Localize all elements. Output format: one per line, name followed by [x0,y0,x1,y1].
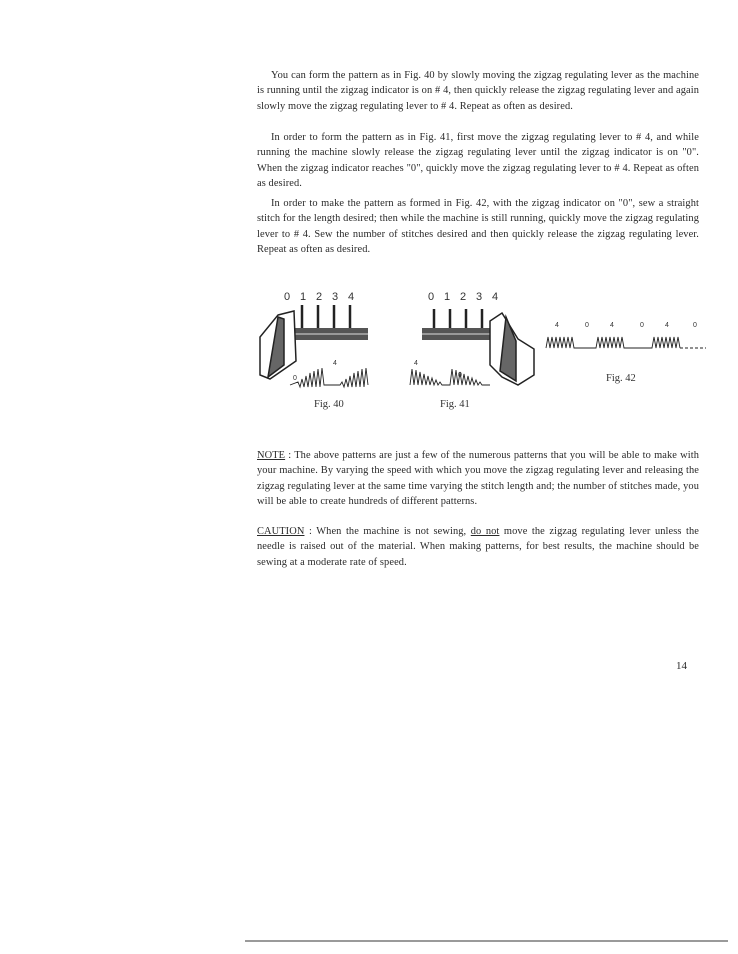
footer-rule [245,940,728,942]
fig41-mark-4: 4 [414,360,418,367]
fig41-indicator-ticks [434,309,482,330]
figure-40 [260,291,368,410]
fig41-dial-1: 1 [444,291,451,303]
note-paragraph [257,448,699,510]
fig40-stitch-pattern [290,368,368,387]
fig42-mark-0b: 0 [640,322,644,329]
caution-text-before: : When the machine is not sewing, [308,526,467,537]
caution-emphasis: do not [470,526,500,537]
fig42-stitch-pattern [546,337,680,348]
fig40-dial-1: 1 [300,291,307,303]
fig41-presser-foot [490,313,534,385]
fig41-mark-0: 0 [458,372,462,379]
paragraph-fig40: You can form the pattern as in Fig. 40 by slowly moving the zigzag regulating lever as the machine is running until the zigzag indicator is on # 4, then quickly release the zigzag regulating lever and again slowly move the zigzag regulating lever to # 4. Repeat as often as desired. [257,70,699,112]
figure-41 [410,291,534,410]
fig42-mark-4c: 4 [665,322,669,329]
fig40-mark-4: 4 [333,360,337,367]
fig41-stitch-pattern [410,369,490,385]
fig41-dial-3: 3 [476,291,483,303]
fig41-dial-2: 2 [460,291,467,303]
fig40-dial-2: 2 [316,291,323,303]
caution-paragraph [257,524,699,570]
paragraph-fig42: In order to make the pattern as formed in Fig. 42, with the zigzag indicator on "0", sew a straight stitch for the length desired; then while the machine is still running, quickly move the zigzag regulating lever to # 4. Sew the number of stitches desired and then quickly release the zigzag regulating lever. Repeat as often as desired. [257,198,699,256]
fig42-mark-4a: 4 [555,322,559,329]
fig41-caption: Fig. 41 [440,399,470,410]
fig40-dial-4: 4 [348,291,355,303]
fig42-caption: Fig. 42 [606,373,636,384]
fig40-indicator-ticks [302,305,350,330]
figure-42 [546,322,706,384]
paragraph-fig41: In order to form the pattern as in Fig. 41, first move the zigzag regulating lever to # 4, and while running the machine slowly release the zigzag regulating lever until the zigzag indicator is on "0". When the zigzag indicator reaches "0", quickly move the zigzag regulating lever to # 4. Repeat as often as desired. [257,132,699,190]
fig41-dial-0: 0 [428,291,435,303]
caution-text-after: move the zigzag regulating lever unless the needle is raised out of the material. When making patterns, for best results, the machine should be sewing at a moderate rate of speed. [257,526,700,568]
fig40-mark-0: 0 [293,375,297,382]
pattern-figures [250,285,720,415]
caution-label: CAUTION [257,526,305,537]
fig42-mark-0c: 0 [693,322,697,329]
page-number: 14 [676,660,687,672]
fig40-caption: Fig. 40 [314,399,344,410]
fig40-presser-foot [260,311,296,379]
fig41-dial-4: 4 [492,291,499,303]
fig42-mark-0a: 0 [585,322,589,329]
fig40-dial-0: 0 [284,291,291,303]
fig40-dial-3: 3 [332,291,339,303]
note-label: NOTE [257,450,286,461]
note-text: : The above patterns are just a few of the numerous patterns that you will be able to make with your machine. By varying the speed with which you move the zigzag regulating lever and releasing the zigzag regulating lever at the same time varying the stitch length and; the number of stitches made, you will be able to create hundreds of different patterns. [257,450,699,508]
fig42-mark-4b: 4 [610,322,614,329]
